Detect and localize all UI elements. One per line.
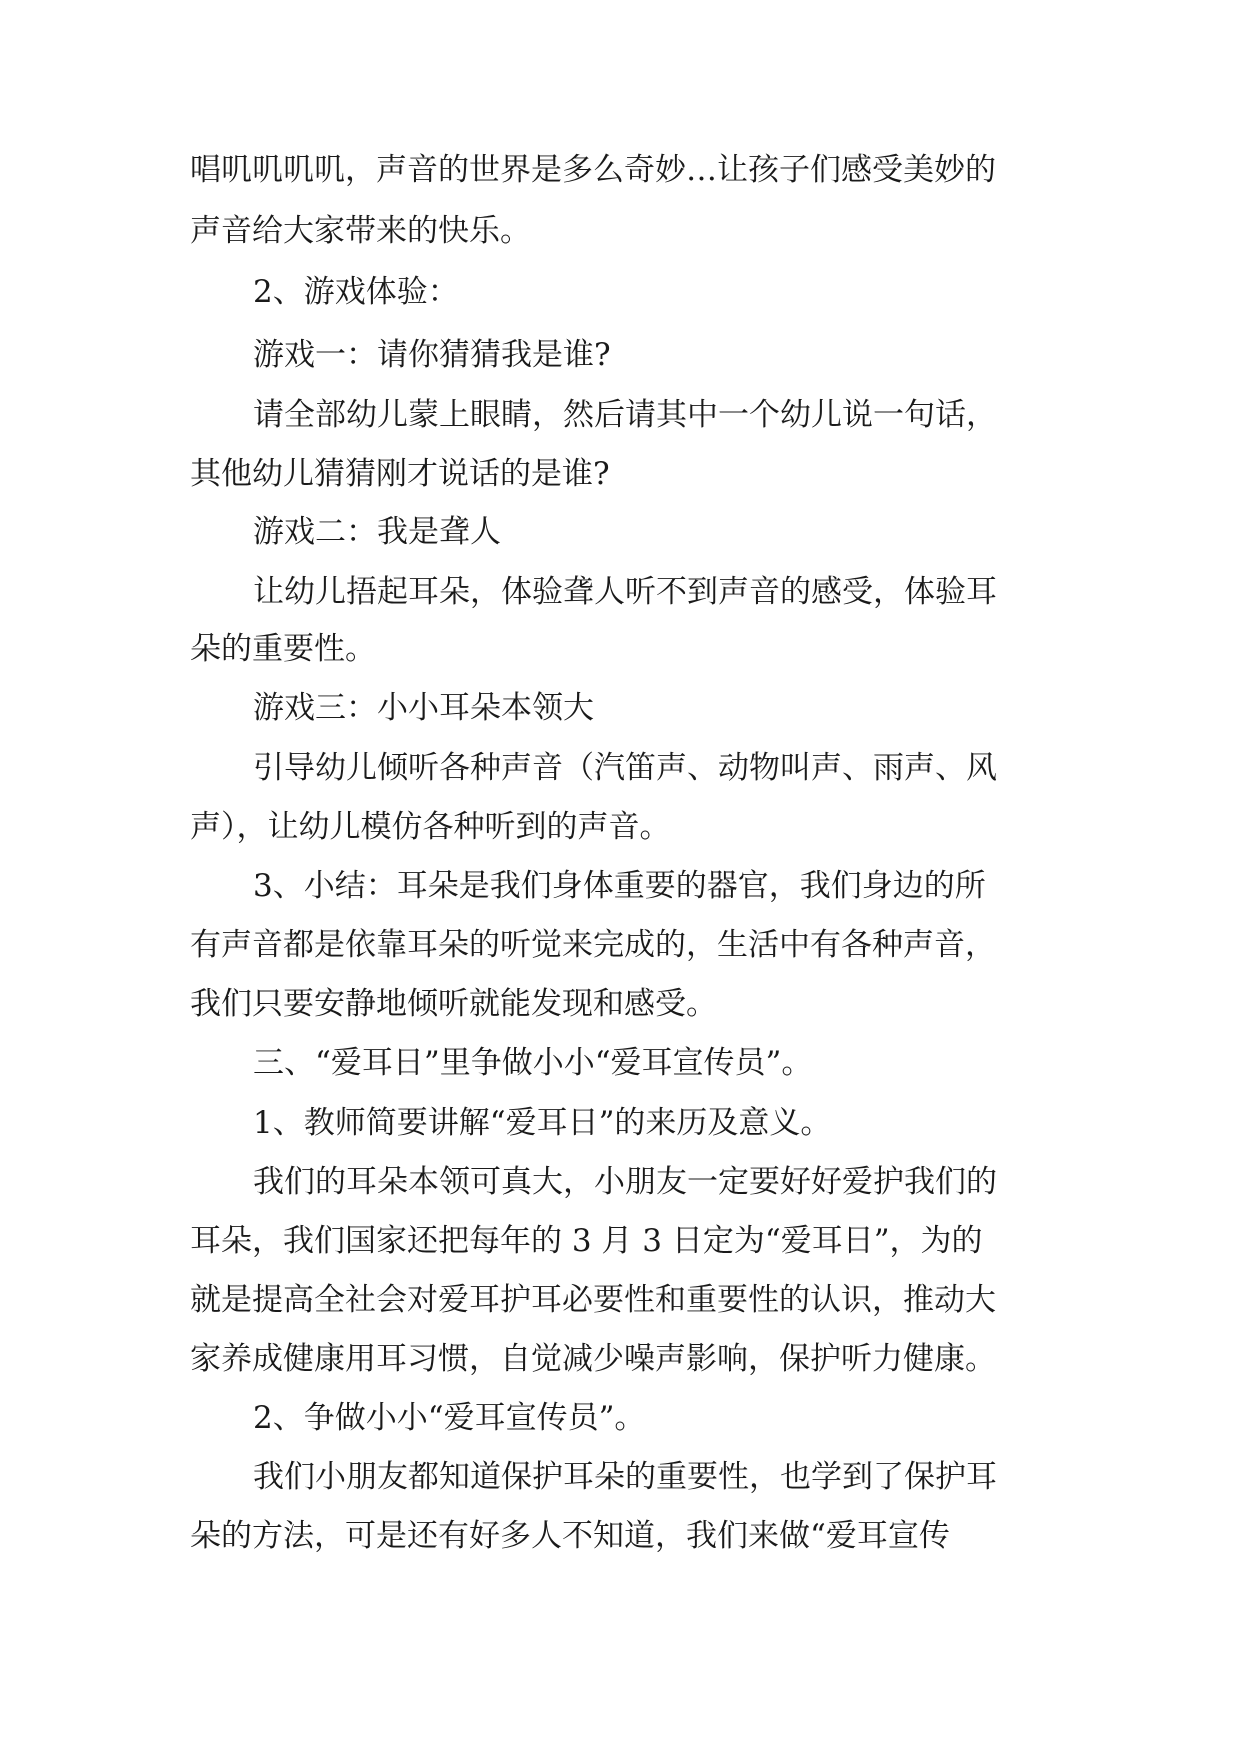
text-line: 朵的重要性。 bbox=[190, 631, 376, 667]
text-line: 耳朵，我们国家还把每年的 3 月 3 日定为“爱耳日”，为的 bbox=[190, 1223, 983, 1259]
text-line: 家养成健康用耳习惯，自觉减少噪声影响，保护听力健康。 bbox=[190, 1341, 996, 1377]
text-line: 唱叽叽叽叽，声音的世界是多么奇妙…让孩子们感受美妙的 bbox=[190, 152, 996, 188]
text-line: 引导幼儿倾听各种声音（汽笛声、动物叫声、雨声、风 bbox=[253, 750, 997, 786]
text-line: 声），让幼儿模仿各种听到的声音。 bbox=[190, 809, 671, 845]
section-heading: 三、“爱耳日”里争做小小“爱耳宣传员”。 bbox=[253, 1045, 813, 1081]
text-line: 有声音都是依靠耳朵的听觉来完成的，生活中有各种声音， bbox=[190, 927, 996, 963]
text-line: 让幼儿捂起耳朵，体验聋人听不到声音的感受，体验耳 bbox=[253, 574, 997, 610]
text-line: 我们只要安静地倾听就能发现和感受。 bbox=[190, 986, 717, 1022]
text-line: 请全部幼儿蒙上眼睛，然后请其中一个幼儿说一句话， bbox=[253, 397, 997, 433]
text-line: 其他幼儿猜猜刚才说话的是谁? bbox=[190, 456, 610, 492]
game-title: 游戏二：我是聋人 bbox=[253, 514, 501, 550]
text-line: 3、小结：耳朵是我们身体重要的器官，我们身边的所 bbox=[253, 868, 986, 904]
section-heading: 2、争做小小“爱耳宣传员”。 bbox=[253, 1400, 646, 1436]
text-line: 我们的耳朵本领可真大，小朋友一定要好好爱护我们的 bbox=[253, 1164, 997, 1200]
text-line: 声音给大家带来的快乐。 bbox=[190, 213, 531, 249]
text-line: 我们小朋友都知道保护耳朵的重要性，也学到了保护耳 bbox=[253, 1459, 997, 1495]
section-heading: 2、游戏体验： bbox=[253, 274, 459, 310]
section-heading: 1、教师简要讲解“爱耳日”的来历及意义。 bbox=[253, 1105, 832, 1141]
game-title: 游戏三：小小耳朵本领大 bbox=[253, 690, 594, 726]
text-line: 朵的方法，可是还有好多人不知道，我们来做“爱耳宣传 bbox=[190, 1518, 950, 1554]
game-title: 游戏一：请你猜猜我是谁? bbox=[253, 337, 611, 373]
text-line: 就是提高全社会对爱耳护耳必要性和重要性的认识，推动大 bbox=[190, 1282, 996, 1318]
